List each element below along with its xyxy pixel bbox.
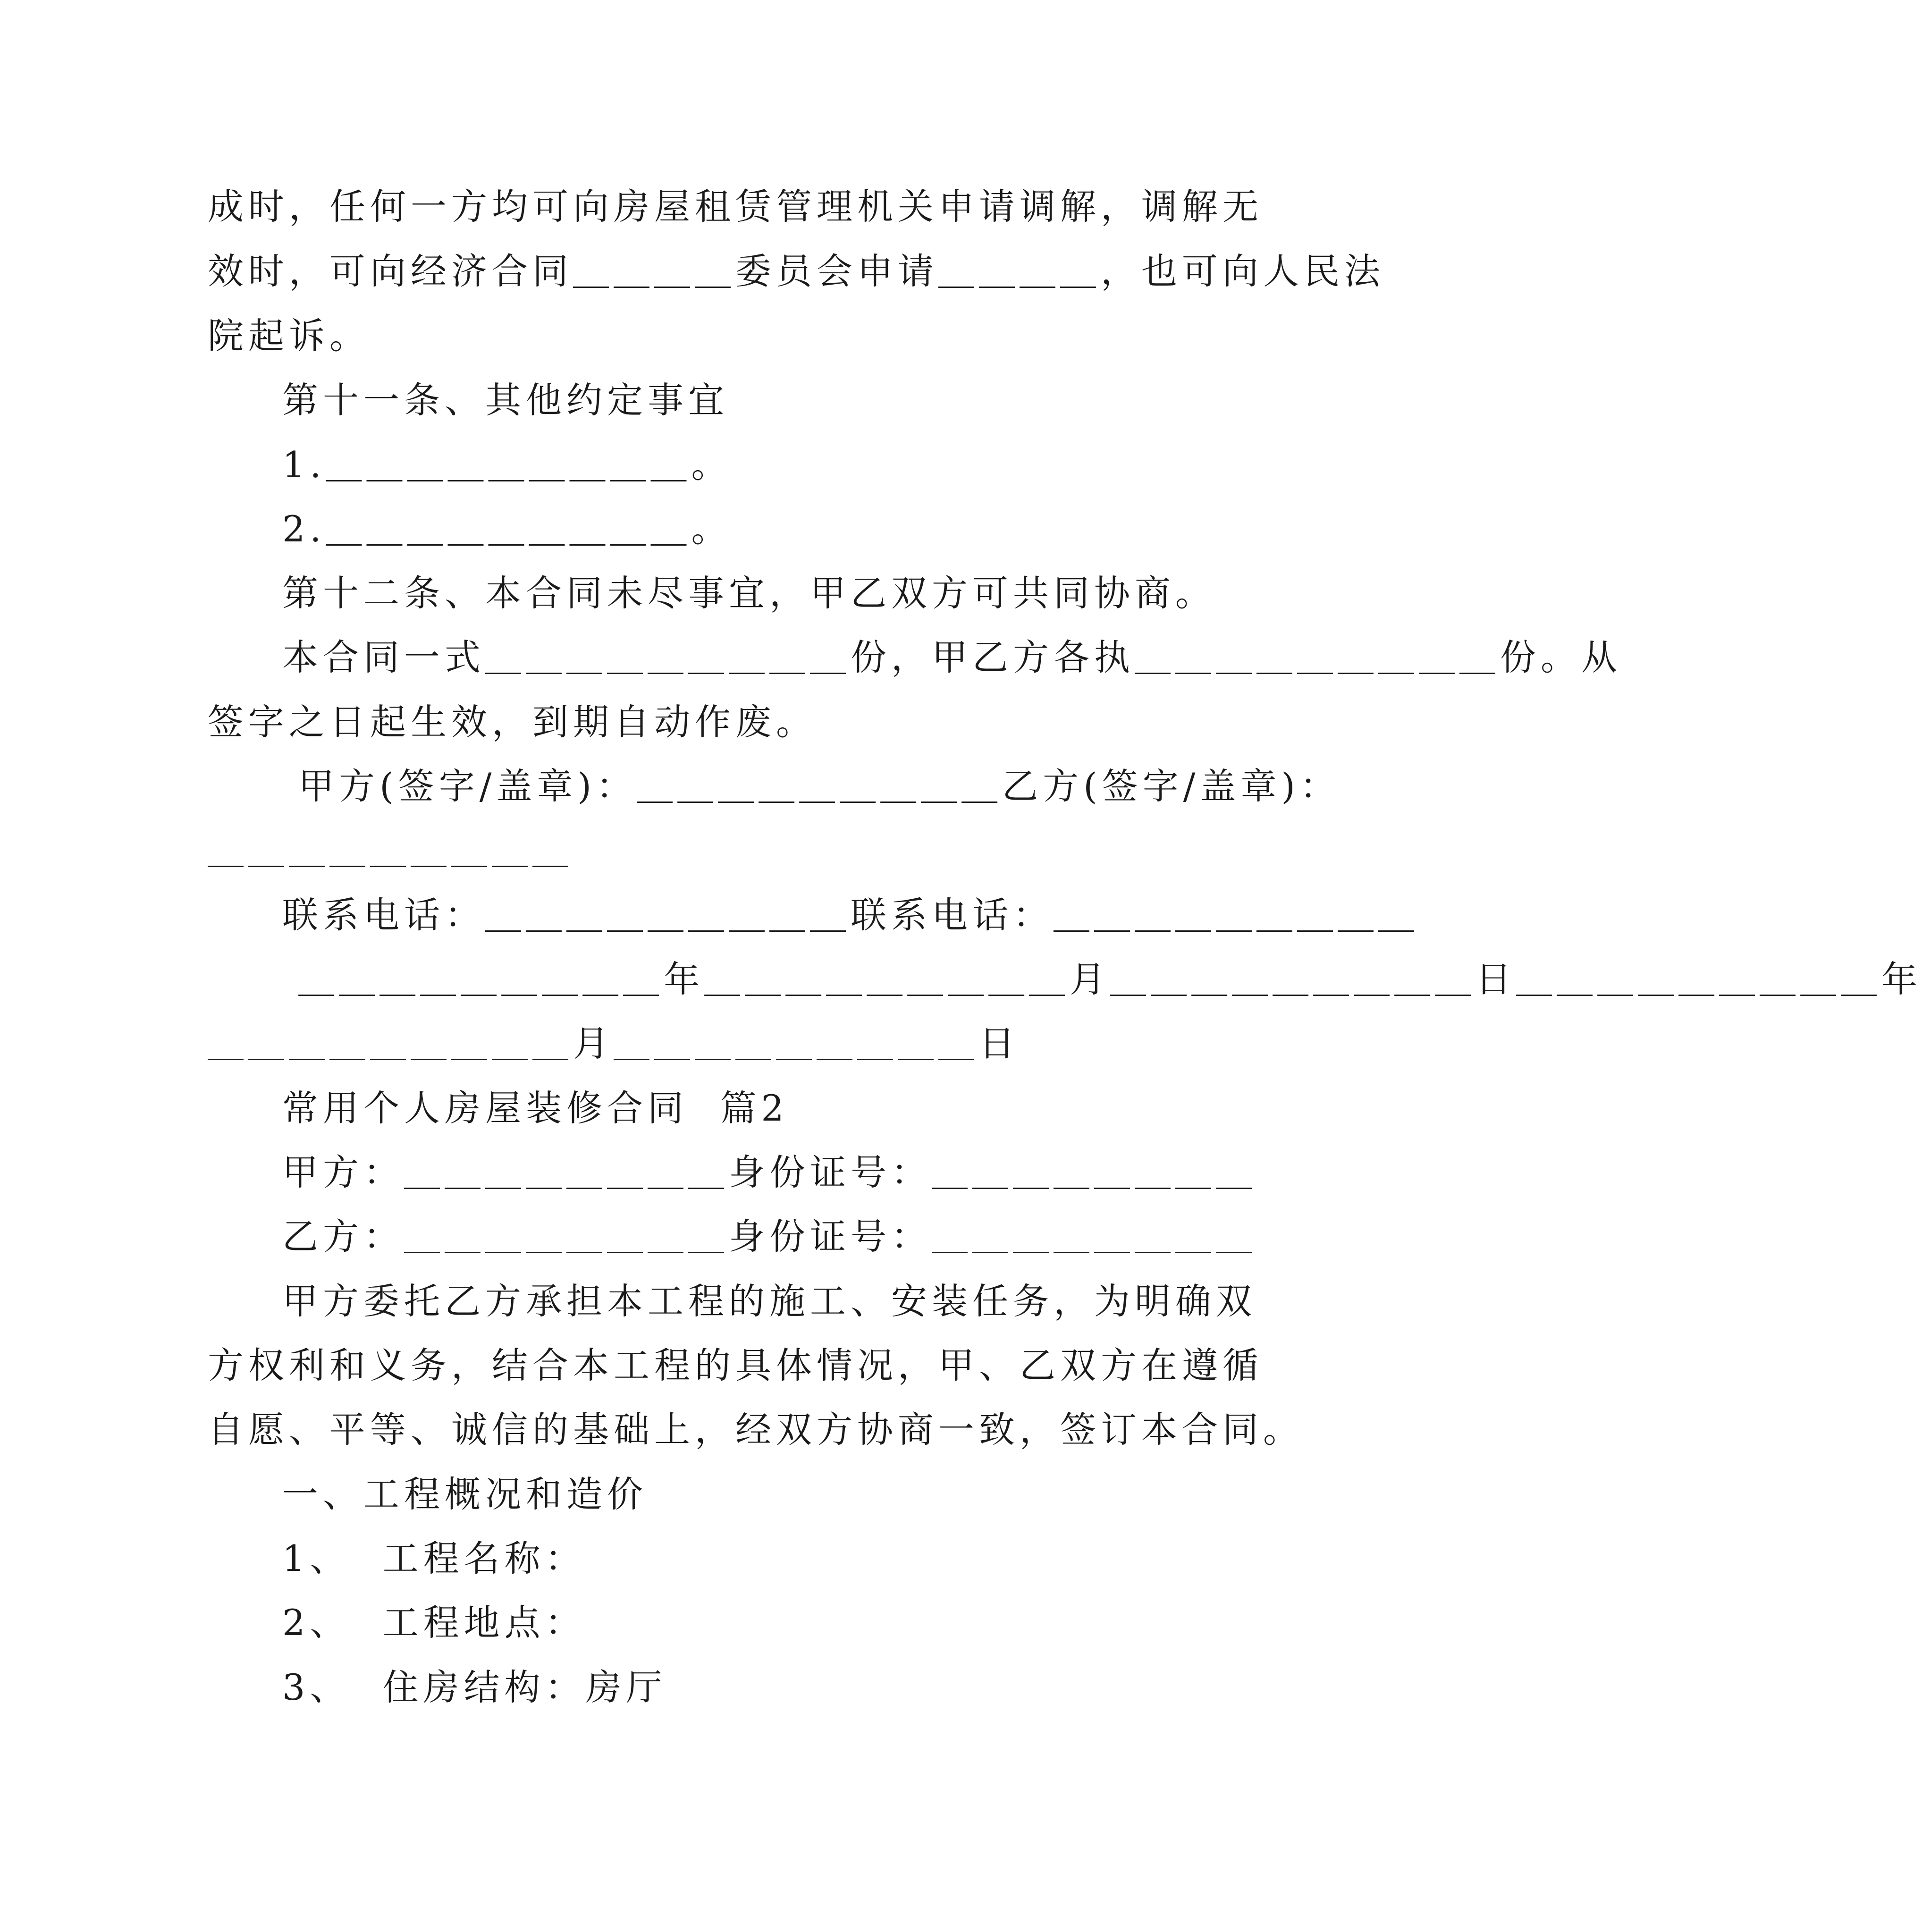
paragraph-line: 效时，可向经济合同＿＿＿＿委员会申请＿＿＿＿，也可向人民法 <box>208 250 1385 292</box>
paragraph-line: 方权利和义务，结合本工程的具体情况，甲、乙双方在遵循 <box>208 1344 1263 1386</box>
date-line: ＿＿＿＿＿＿＿＿＿月＿＿＿＿＿＿＿＿＿日 <box>208 1022 1020 1064</box>
signature-blank: ＿＿＿＿＿＿＿＿＿ <box>208 829 573 871</box>
signature-line: 甲方(签字/盖章)：＿＿＿＿＿＿＿＿＿乙方(签字/盖章)： <box>282 765 1340 807</box>
section-heading: 一、工程概况和造价 <box>282 1473 648 1515</box>
contact-phone-line: 联系电话：＿＿＿＿＿＿＿＿＿联系电话：＿＿＿＿＿＿＿＿＿ <box>282 894 1419 936</box>
paragraph-line: 甲方委托乙方承担本工程的施工、安装任务，为明确双 <box>282 1280 1256 1322</box>
list-item: 2、 工程地点： <box>282 1602 586 1644</box>
paragraph-line: 院起诉。 <box>208 315 370 357</box>
section-title: 常用个人房屋装修合同 篇2 <box>282 1087 789 1129</box>
list-item: 1、 工程名称： <box>282 1537 586 1579</box>
article-heading: 第十一条、其他约定事宜 <box>282 379 729 421</box>
paragraph-line: 成时，任何一方均可向房屋租赁管理机关申请调解，调解无 <box>208 186 1263 228</box>
list-item: 3、 住房结构：房厅 <box>282 1666 667 1708</box>
list-item: 2.＿＿＿＿＿＿＿＿＿。 <box>282 508 732 550</box>
party-a-line: 甲方：＿＿＿＿＿＿＿＿身份证号：＿＿＿＿＿＿＿＿ <box>282 1151 1256 1193</box>
paragraph-line: 自愿、平等、诚信的基础上，经双方协商一致，签订本合同。 <box>208 1409 1304 1451</box>
paragraph-line: 签字之日起生效，到期自动作废。 <box>208 701 817 743</box>
date-line: ＿＿＿＿＿＿＿＿＿年＿＿＿＿＿＿＿＿＿月＿＿＿＿＿＿＿＿＿日＿＿＿＿＿＿＿＿＿年 <box>282 958 1922 1000</box>
list-item: 1.＿＿＿＿＿＿＿＿＿。 <box>282 444 732 486</box>
party-b-line: 乙方：＿＿＿＿＿＿＿＿身份证号：＿＿＿＿＿＿＿＿ <box>282 1215 1256 1257</box>
article-heading: 第十二条、本合同未尽事宜，甲乙双方可共同协商。 <box>282 572 1216 614</box>
paragraph-line: 本合同一式＿＿＿＿＿＿＿＿＿份，甲乙方各执＿＿＿＿＿＿＿＿＿份。从 <box>282 636 1622 678</box>
